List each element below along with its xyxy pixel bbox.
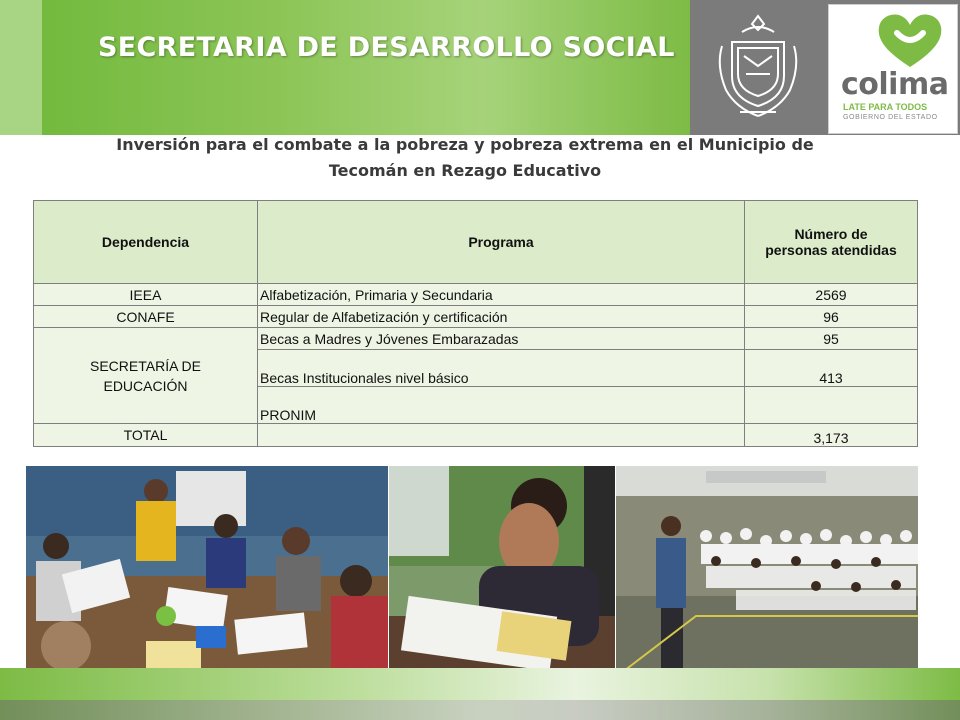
logo-wordmark: colima	[841, 67, 949, 102]
photo-classroom-group	[26, 466, 388, 677]
table-header-row	[34, 201, 918, 284]
header-numero-line2: personas atendidas	[765, 242, 897, 258]
cell-dependencia: CONAFE	[34, 306, 258, 328]
cell-numero: 413	[745, 350, 918, 387]
table-row	[34, 284, 918, 306]
photo-auditorium-crowd	[616, 466, 918, 677]
header-dependencia: Dependencia	[34, 201, 258, 284]
cell-programa: Becas a Madres y Jóvenes Embarazadas	[258, 328, 745, 350]
colima-logo	[828, 4, 958, 134]
photo-woman-reading	[389, 466, 615, 677]
investment-table	[33, 200, 918, 447]
table-total-row	[34, 424, 918, 447]
cell-total-empty	[258, 424, 745, 447]
cell-numero: 95	[745, 328, 918, 350]
cell-programa: Becas Institucionales nivel básico	[258, 350, 745, 387]
dep-sep-line1: SECRETARÍA DE	[90, 357, 201, 374]
cell-programa: Alfabetización, Primaria y Secundaria	[258, 284, 745, 306]
dep-sep-line2: EDUCACIÓN	[103, 377, 188, 394]
header-accent	[0, 0, 42, 135]
heart-icon	[875, 11, 945, 71]
header-numero	[745, 201, 918, 284]
cell-numero	[745, 387, 918, 424]
cell-total-value: 3,173	[745, 424, 918, 447]
subtitle-line-1: Inversión para el combate a la pobreza y pobreza extrema en el Municipio de	[116, 135, 814, 154]
cell-numero: 2569	[745, 284, 918, 306]
logo-tagline: LATE PARA TODOS	[843, 102, 928, 112]
logo-subline: GOBIERNO DEL ESTADO	[843, 114, 938, 121]
subtitle-line-2: Tecomán en Rezago Educativo	[328, 161, 602, 180]
table-row	[34, 328, 918, 350]
coat-of-arms-icon	[712, 12, 804, 124]
header-banner	[0, 0, 690, 135]
page-title: SECRETARIA DE DESARROLLO SOCIAL	[98, 32, 675, 63]
cell-programa: Regular de Alfabetización y certificación	[258, 306, 745, 328]
cell-numero: 96	[745, 306, 918, 328]
footer-stripe	[0, 700, 960, 720]
cell-programa: PRONIM	[258, 387, 745, 424]
cell-dependencia-sep	[34, 328, 258, 424]
header-programa: Programa	[258, 201, 745, 284]
slide-subtitle	[60, 132, 870, 184]
header-numero-line1: Número de	[794, 226, 868, 242]
cell-total-label: TOTAL	[34, 424, 258, 447]
cell-dependencia: IEEA	[34, 284, 258, 306]
table-row	[34, 306, 918, 328]
